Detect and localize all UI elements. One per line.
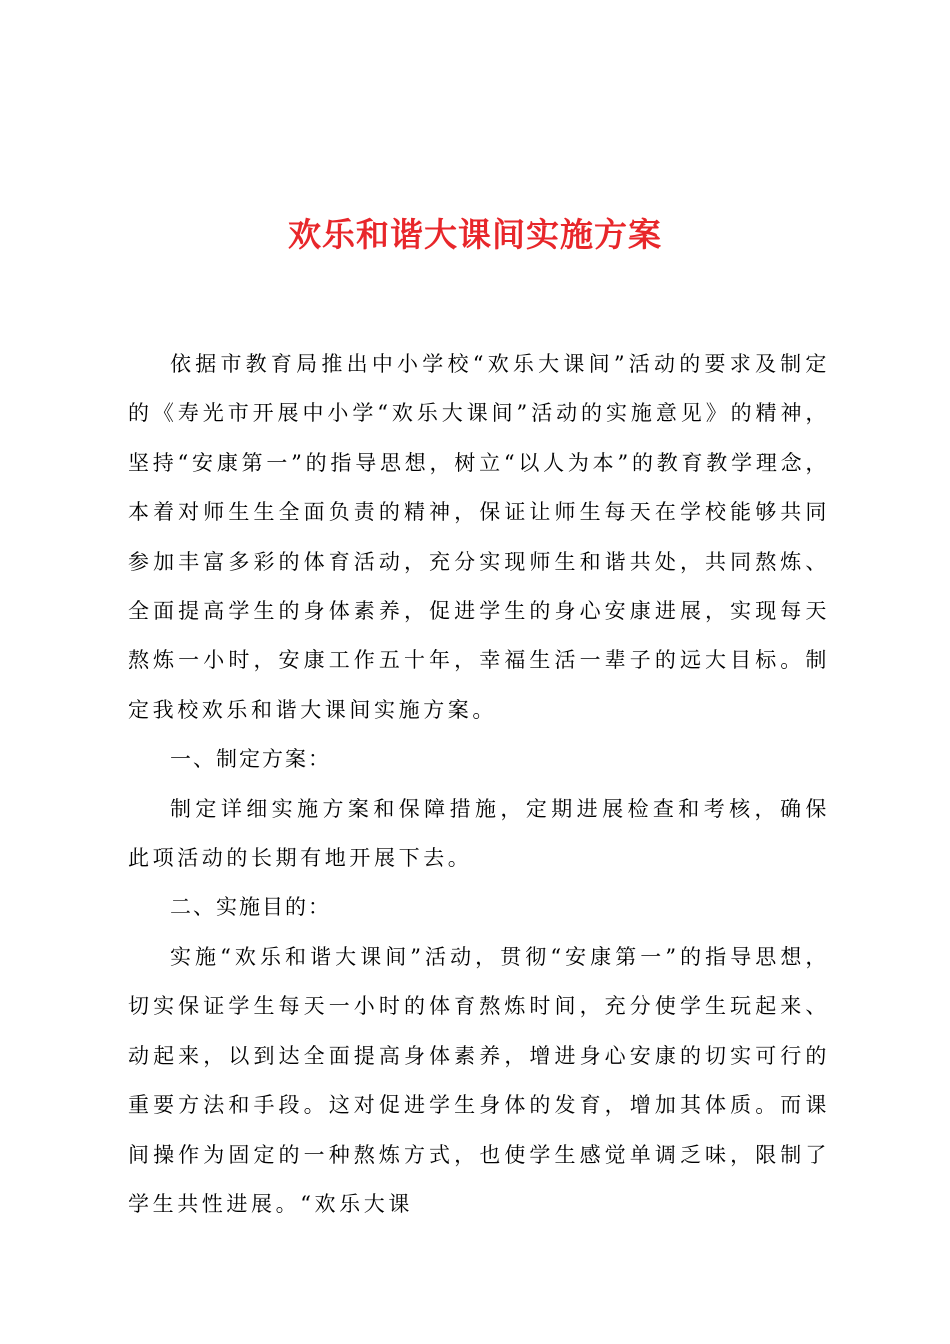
section-2-paragraph: 实施“欢乐和谐大课间”活动，贯彻“安康第一”的指导思想，切实保证学生每天一小时的体育熬炼时间，充分使学生玩起来、动起来，以到达全面提高身体素养，增进身心安康的切实可行的重要方法和手段。这对促进学生身体的发育，增加其体质。而课间操作为固定的一种熬炼方式，也使学生感觉单调乏味，限制了学生共性进展。“欢乐大课 [128,944,830,1216]
section-heading-1: 一、制定方案： [170,747,331,772]
intro-paragraph: 依据市教育局推出中小学校“欢乐大课间”活动的要求及制定的《寿光市开展中小学“欢乐大课间”活动的实施意见》的精神，坚持“安康第一”的指导思想，树立“以人为本”的教育教学理念，本着对师生生全面负责的精神，保证让师生每天在学校能够共同参加丰富多彩的体育活动，充分实现师生和谐共处，共同熬炼、全面提高学生的身体素养，促进学生的身心安康进展，实现每天熬炼一小时，安康工作五十年，幸福生活一辈子的远大目标。制定我校欢乐和谐大课间实施方案。 [128,352,830,722]
document-body [128,340,830,1229]
document-title: 欢乐和谐大课间实施方案 [288,215,662,254]
section-heading-2: 二、实施目的： [170,895,331,920]
section-1-paragraph: 制定详细实施方案和保障措施，定期进展检查和考核，确保此项活动的长期有地开展下去。 [128,796,830,871]
